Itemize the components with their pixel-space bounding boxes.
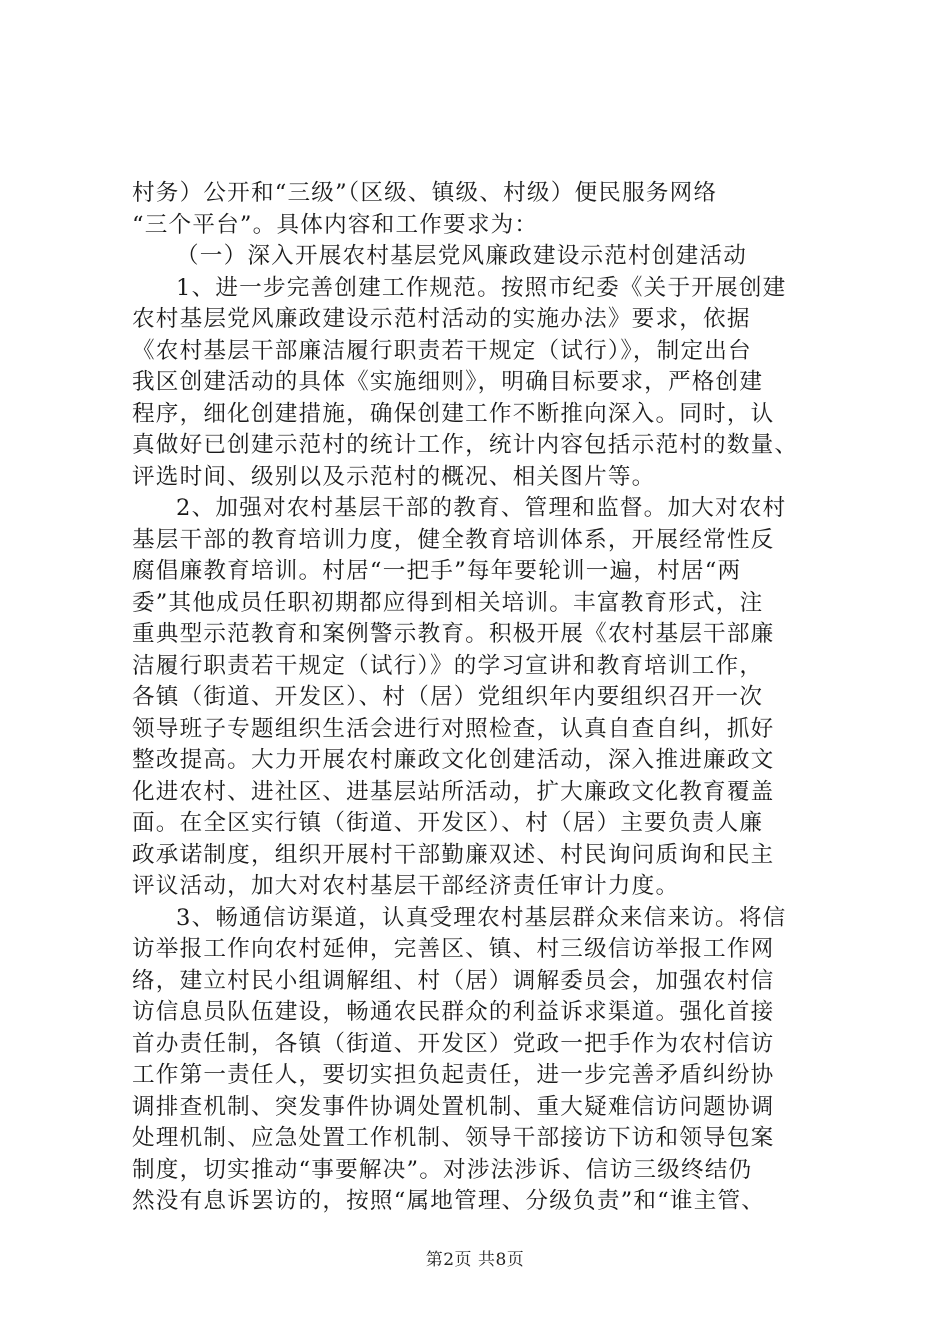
text-line: 处理机制、应急处置工作机制、领导干部接访下访和领导包案	[132, 1125, 775, 1151]
text-line: 制度，切实推动“事要解决”。对涉法涉诉、信访三级终结仍	[132, 1156, 753, 1183]
text-line: 2、加强对农村基层干部的教育、管理和监督。加大对农村	[176, 495, 787, 521]
text-line: 整改提高。大力开展农村廉政文化创建活动，深入推进廉政文	[132, 747, 775, 773]
text-line: 《农村基层干部廉洁履行职责若干规定（试行）》，制定出台	[132, 337, 752, 364]
text-line: 访举报工作向农村延伸，完善区、镇、村三级信访举报工作网	[132, 936, 775, 962]
text-line: 访信息员队伍建设，畅通农民群众的利益诉求渠道。强化首接	[132, 999, 775, 1025]
text-line: 程序，细化创建措施，确保创建工作不断推向深入。同时，认	[132, 400, 775, 427]
document-body	[132, 178, 842, 1218]
page-footer	[0, 1245, 950, 1270]
text-line: 3、畅通信访渠道，认真受理农村基层群众来信来访。将信	[176, 904, 787, 931]
text-line: 洁履行职责若干规定（试行）》的学习宣讲和教育培训工作，	[132, 652, 764, 679]
text-line: 调排查机制、突发事件协调处置机制、重大疑难信访问题协调	[132, 1093, 775, 1120]
text-line: 化进农村、进社区、进基层站所活动，扩大廉政文化教育覆盖	[132, 778, 775, 805]
text-line: 腐倡廉教育培训。村居“一把手”每年要轮训一遍，村居“两	[132, 558, 742, 584]
text-line: “三个平台”。具体内容和工作要求为：	[132, 211, 539, 238]
text-line: 基层干部的教育培训力度，健全教育培训体系，开展经常性反	[132, 526, 775, 553]
text-line: 委”其他成员任职初期都应得到相关培训。丰富教育形式，注	[132, 589, 764, 616]
text-line: 政承诺制度，组织开展村干部勤廉双述、村民询问质询和民主	[132, 841, 775, 868]
text-line: 评议活动，加大对农村基层干部经济责任审计力度。	[132, 873, 680, 899]
text-line: 工作第一责任人，要切实担负起责任，进一步完善矛盾纠纷协	[132, 1062, 775, 1088]
text-line: 评选时间、级别以及示范村的概况、相关图片等。	[132, 463, 656, 490]
text-line: 然没有息诉罢访的，按照“属地管理、分级负责”和“谁主管、	[132, 1188, 766, 1214]
text-line: 首办责任制，各镇（街道、开发区）党政一把手作为农村信访	[132, 1030, 775, 1057]
page-number: 第2页 共8页	[425, 1250, 525, 1270]
text-line: 面。在全区实行镇（街道、开发区）、村（居）主要负责人廉	[132, 810, 764, 836]
text-line: 我区创建活动的具体《实施细则》，明确目标要求，严格创建	[132, 369, 764, 395]
text-line: 领导班子专题组织生活会进行对照检查，认真自查自纠，抓好	[132, 715, 775, 742]
section-heading: （一）深入开展农村基层党风廉政建设示范村创建活动	[176, 243, 748, 269]
text-line: 真做好已创建示范村的统计工作，统计内容包括示范村的数量、	[132, 432, 799, 458]
text-line: 农村基层党风廉政建设示范村活动的实施办法》要求，依据	[132, 306, 751, 332]
text-line: 重典型示范教育和案例警示教育。积极开展《农村基层干部廉	[132, 621, 775, 647]
text-line: 村务）公开和“三级”（区级、镇级、村级）便民服务网络	[132, 180, 718, 206]
text-line: 1、进一步完善创建工作规范。按照市纪委《关于开展创建	[176, 274, 787, 301]
text-line: 络，建立村民小组调解组、村（居）调解委员会，加强农村信	[132, 967, 775, 994]
text-line: 各镇（街道、开发区）、村（居）党组织年内要组织召开一次	[132, 684, 764, 710]
